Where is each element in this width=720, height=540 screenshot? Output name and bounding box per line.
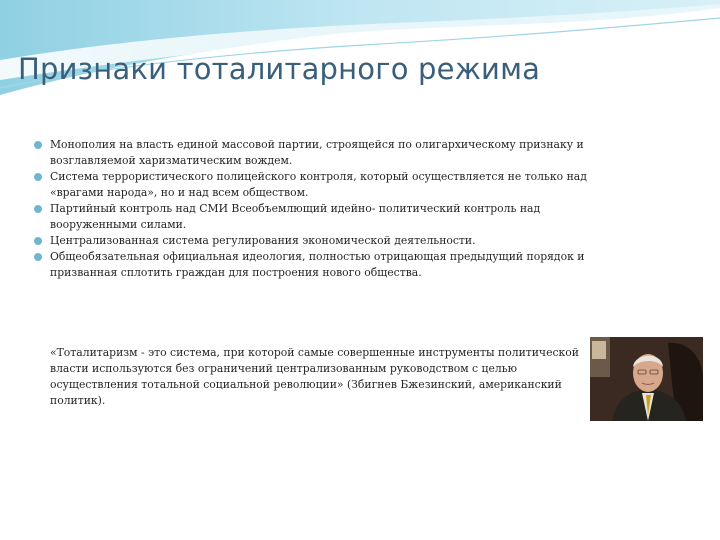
bullet-text: Партийный контроль над СМИ Всеобъемлющий идейно- политический контроль над вооруженными силами. [50,202,541,231]
bullet-icon [34,173,42,181]
bullet-icon [34,141,42,149]
bullet-icon [34,237,42,245]
bullet-list [34,137,594,281]
bullet-item [34,169,594,201]
quote-text: «Тоталитаризм - это система, при которой самые совершенные инструменты политической власти используются без ограничений централизованным руководством с целью осуществления тотальной социальной революции» (Збигнев Бжезинский, американский политик). [50,346,579,407]
bullet-text: Монополия на власть единой массовой партии, строящейся по олигархическому признаку и возглавляемой харизматическим вождем. [50,138,584,167]
bullet-text: Система террористического полицейского контроля, который осуществляется не только над «врагами народа», но и над всем обществом. [50,170,587,199]
bullet-icon [34,205,42,213]
portrait-photo [590,337,703,421]
bullet-text: Общеобязательная официальная идеология, полностью отрицающая предыдущий порядок и призванная сплотить граждан для построения нового общества. [50,250,585,279]
bullet-item [34,137,594,169]
slide-title: Признаки тоталитарного режима [18,52,541,86]
bullet-item [34,233,594,249]
bullet-item [34,201,594,233]
bullet-icon [34,253,42,261]
bullet-text: Централизованная система регулирования экономической деятельности. [50,234,476,247]
bullet-item [34,249,594,281]
